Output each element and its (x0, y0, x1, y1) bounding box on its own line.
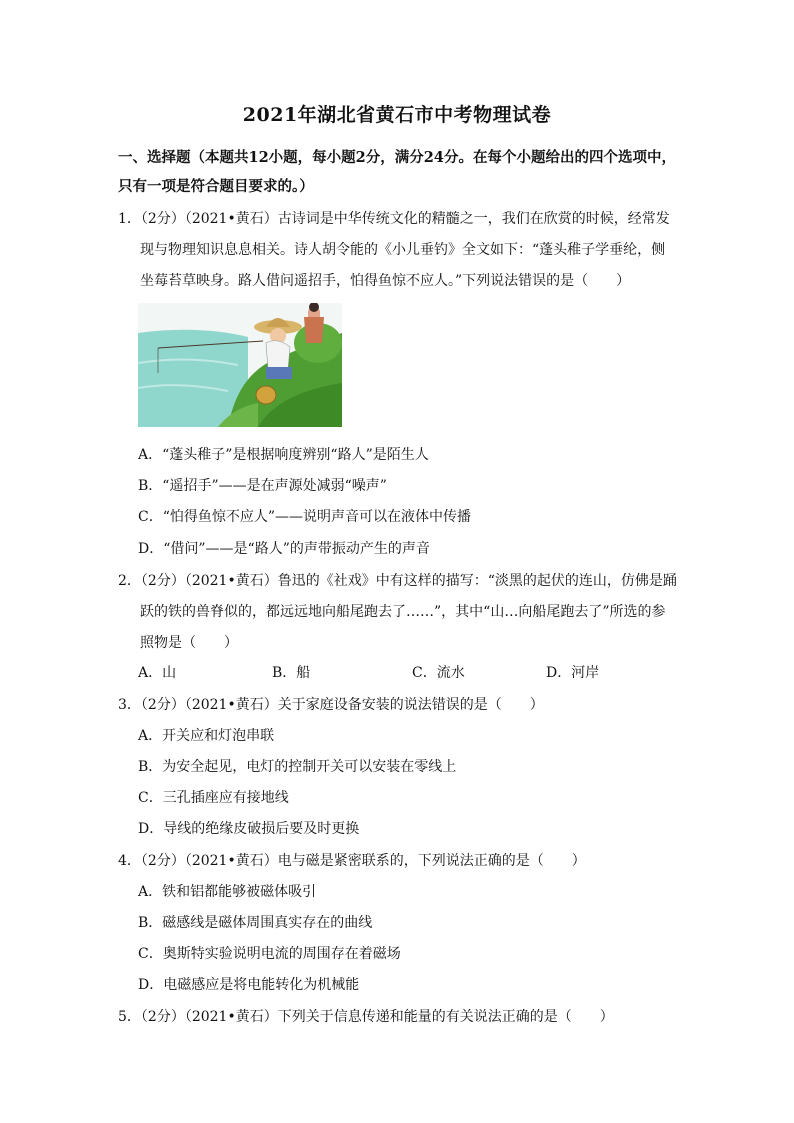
question-1-stem: 1．（2分）（2021•黄石）古诗词是中华传统文化的精髓之一，我们在欣赏的时候，经常发现与物理知识息息相关。诗人胡令能的《小儿垂钓》全文如下：“蓬头稚子学垂纶，侧坐莓苔草映身。路人借问遥招手，怕得鱼惊不应人。”下列说法错误的是（ ） (118, 211, 670, 289)
question-2-option-a: A．山 (138, 665, 177, 681)
question-1-option-c: C．“怕得鱼惊不应人”——说明声音可以在液体中传播 (138, 509, 472, 525)
question-1-option-a: A．“蓬头稚子”是根据响度辨别“路人”是陌生人 (138, 447, 429, 463)
question-3-option-c: C．三孔插座应有接地线 (138, 790, 289, 806)
question-1-option-b: B．“遥招手”——是在声源处减弱“噪声” (138, 478, 387, 494)
question-3-option-b: B．为安全起见，电灯的控制开关可以安装在零线上 (138, 759, 457, 775)
fishing-child-illustration (138, 303, 342, 427)
question-2 (118, 566, 678, 659)
question-3-option-d: D．导线的绝缘皮破损后要及时更换 (138, 821, 360, 837)
question-2-option-b: B．船 (272, 665, 311, 681)
question-2-stem: 2．（2分）（2021•黄石）鲁迅的《社戏》中有这样的描写：“淡黑的起伏的连山，仿佛是踊跃的铁的兽脊似的，都远远地向船尾跑去了……”，其中“山…向船尾跑去了”所选的参照物是（ ） (118, 573, 677, 651)
question-5-stem: 5．（2分）（2021•黄石）下列关于信息传递和能量的有关说法正确的是（ ） (118, 1009, 614, 1025)
question-4 (118, 846, 678, 877)
question-2-option-c: C．流水 (412, 665, 465, 681)
question-3-option-a: A．开关应和灯泡串联 (138, 728, 275, 744)
question-4-stem: 4．（2分）（2021•黄石）电与磁是紧密联系的，下列说法正确的是（ ） (118, 853, 586, 869)
question-4-option-d: D．电磁感应是将电能转化为机械能 (138, 977, 360, 993)
question-2-option-d: D．河岸 (546, 665, 600, 681)
section-heading-line-1: 一、选择题（本题共12小题，每小题2分，满分24分。在每个小题给出的四个选项中， (118, 149, 676, 166)
page-title: 2021年湖北省黄石市中考物理试卷 (242, 104, 552, 126)
question-4-option-b: B．磁感线是磁体周围真实存在的曲线 (138, 915, 373, 931)
question-5 (118, 1002, 678, 1033)
fishing-child-image (138, 303, 342, 427)
question-1 (118, 204, 678, 297)
section-heading (118, 143, 678, 201)
question-3-stem: 3．（2分）（2021•黄石）关于家庭设备安装的说法错误的是（ ） (118, 697, 544, 713)
section-heading-line-2: 只有一项是符合题目要求的。） (118, 178, 314, 195)
question-3 (118, 690, 678, 721)
question-1-option-d: D．“借问”——是“路人”的声带振动产生的声音 (138, 541, 430, 557)
question-4-option-c: C．奥斯特实验说明电流的周围存在着磁场 (138, 946, 401, 962)
question-4-option-a: A．铁和铝都能够被磁体吸引 (138, 884, 317, 900)
